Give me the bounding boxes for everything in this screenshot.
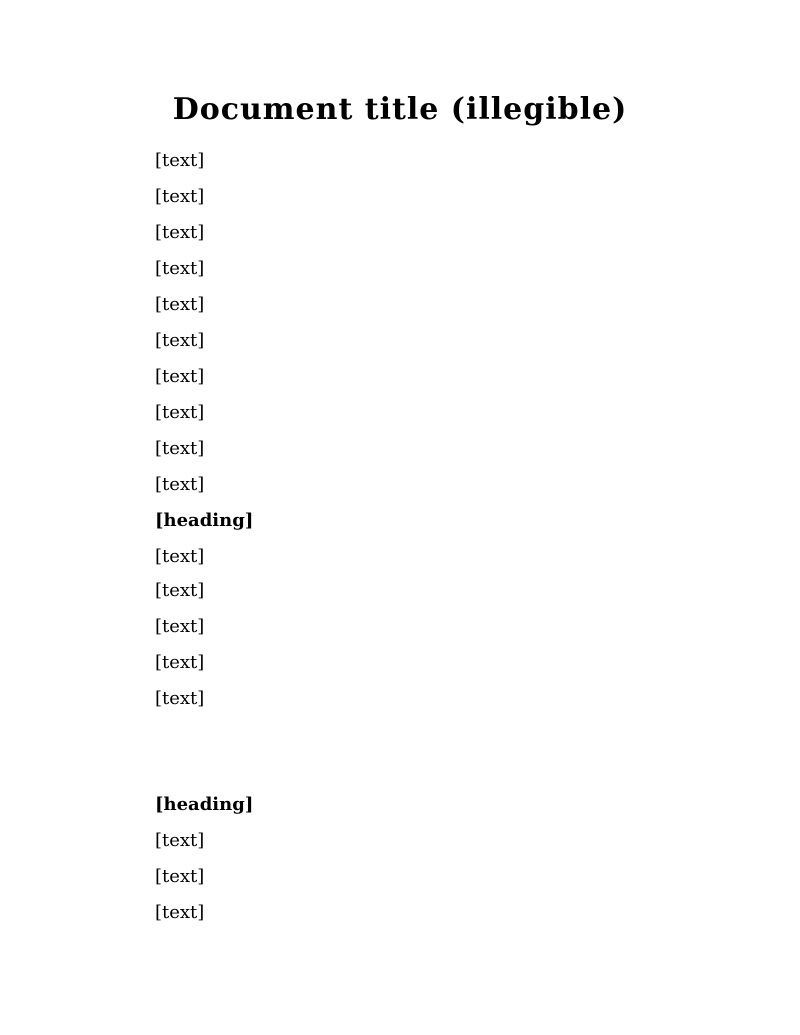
party-a-line: [text] xyxy=(155,294,205,315)
party-a-line: [text] xyxy=(155,258,205,279)
party-b-line: [text] xyxy=(155,366,205,387)
party-b-line: [text] xyxy=(155,330,205,351)
party-a-line: [text] xyxy=(155,186,205,207)
party-b-line: [text] xyxy=(155,402,205,423)
section-heading: [heading] xyxy=(155,794,254,815)
party-b-line: [text] xyxy=(155,438,205,459)
section-line: [text] xyxy=(155,688,205,709)
section-line: [text] xyxy=(155,616,205,637)
party-b-line: [text] xyxy=(155,474,205,495)
section-line: [text] xyxy=(155,546,205,567)
section-line: [text] xyxy=(155,652,205,673)
section-line: [text] xyxy=(155,866,205,887)
party-a-line: [text] xyxy=(155,222,205,243)
party-a-line: [text] xyxy=(155,150,205,171)
section-line: [text] xyxy=(155,580,205,601)
section-line: [text] xyxy=(155,830,205,851)
section-line: [text] xyxy=(155,902,205,923)
document-title: Document title (illegible) xyxy=(172,92,628,127)
section-heading: [heading] xyxy=(155,510,254,531)
